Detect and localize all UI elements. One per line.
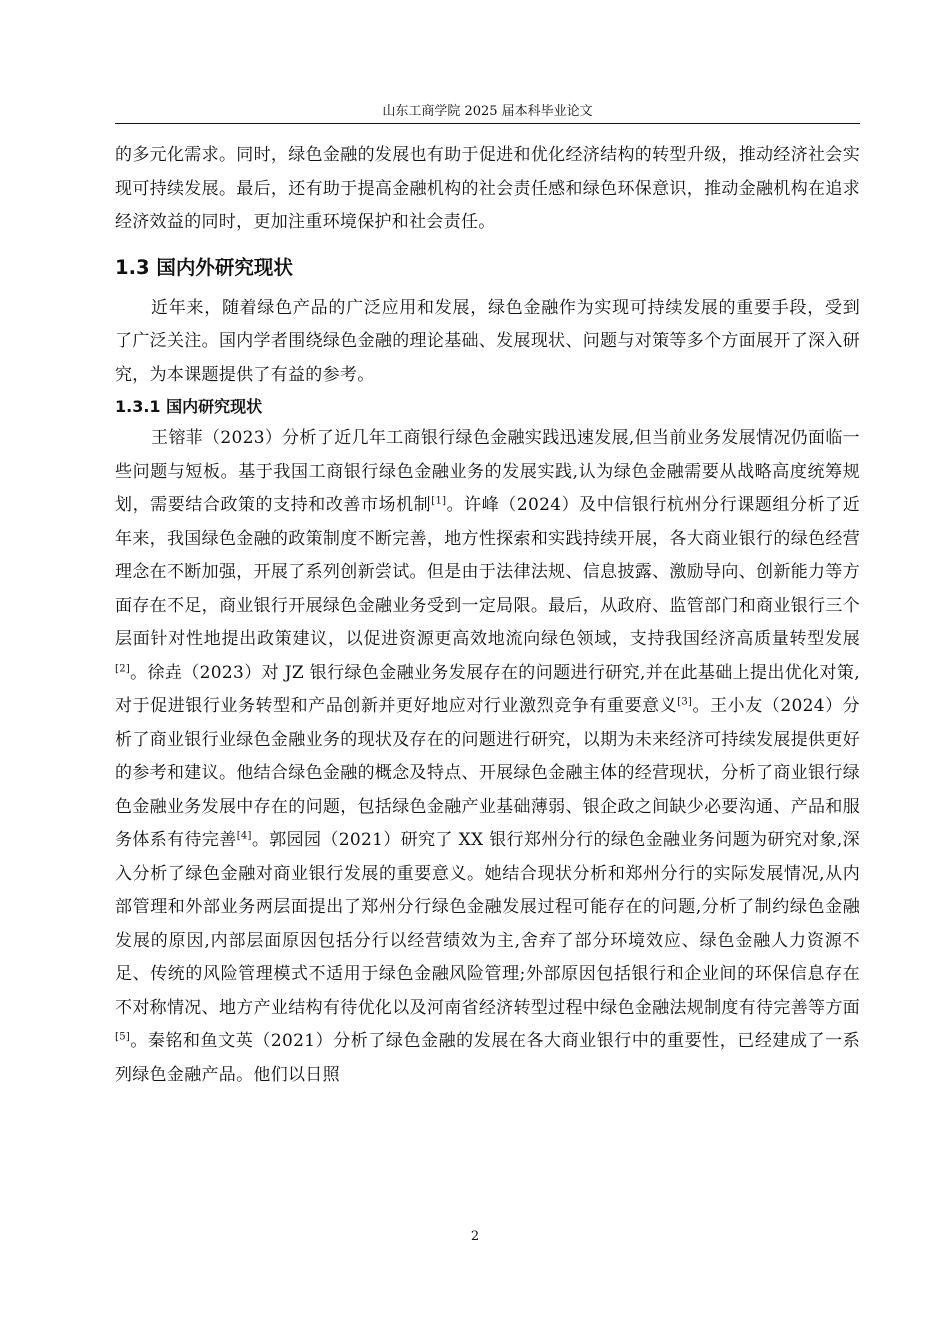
review-sentence-3: 。徐垚（2023）对 JZ 银行绿色金融业务发展存在的问题进行研究,并在此基础上提出优化对策,对于促进银行业务转型和产品创新并更好地应对行业激烈竞争有重要意义 [115,662,860,716]
page-body [115,139,860,1092]
review-sentence-4: 。王小友（2024）分析了商业银行业绿色金融业务的现状及存在的问题进行研究，以期为未来经济可持续发展提供更好的参考和建议。他结合绿色金融的概念及特点、开展绿色金融主体的经营现状，分析了商业银行绿色金融业务发展中存在的问题，包括绿色金融产业基础薄弱、银企政之间缺少必要沟通、产品和服务体系有待完善 [115,696,860,850]
page-number: 2 [470,1229,480,1244]
running-header: 山东工商学院 2025 届本科毕业论文 [382,104,593,119]
paragraph-intro: 近年来，随着绿色产品的广泛应用和发展，绿色金融作为实现可持续发展的重要手段，受到了广泛关注。国内学者围绕绿色金融的理论基础、发展现状、问题与对策等多个方面展开了深入研究，为本课题提供了有益的参考。 [115,297,860,385]
citation-1[interactable]: [1] [431,495,447,507]
section-heading-1-3: 1.3 国内外研究现状 [115,255,293,279]
citation-5[interactable]: [5] [115,1031,131,1043]
paragraph-domestic-review [115,422,860,1092]
review-sentence-5: 。郭园园（2021）研究了 XX 银行郑州分行的绿色金融业务问题为研究对象,深入分析了绿色金融对商业银行发展的重要意义。她结合现状分析和郑州分行的实际发展情况,从内部管理和外部业务两层面提出了郑州分行绿色金融发展过程可能存在的问题,分析了制约绿色金融发展的原因,内部层面原因包括分行以经营绩效为主,舍弃了部分环境效应、绿色金融人力资源不足、传统的风险管理模式不适用于绿色金融风险管理;外部原因包括银行和企业间的环保信息存在不对称情况、地方产业结构有待优化以及河南省经济转型过程中绿色金融法规制度有待完善等方面 [115,830,860,1018]
review-sentence-2: 。许峰（2024）及中信银行杭州分行课题组分析了近年来，我国绿色金融的政策制度不断完善，地方性探索和实践持续开展，各大商业银行的绿色经营理念在不断加强，开展了系列创新尝试。但是由于法律法规、信息披露、激励导向、创新能力等方面存在不足，商业银行开展绿色金融业务受到一定局限。最后，从政府、监管部门和商业银行三个层面针对性地提出政策建议，以促进资源更高效地流向绿色领域，支持我国经济高质量转型发展 [115,495,861,649]
header-rule [115,123,860,124]
review-sentence-1: 王镕菲（2023）分析了近几年工商银行绿色金融实践迅速发展,但当前业务发展情况仍面临一些问题与短板。基于我国工商银行绿色金融业务的发展实践,认为绿色金融需要从战略高度统筹规划，需要结合政策的支持和改善市场机制 [115,428,860,515]
citation-2[interactable]: [2] [115,662,131,674]
citation-4[interactable]: [4] [236,830,252,842]
review-sentence-6: 。秦铭和鱼文英（2021）分析了绿色金融的发展在各大商业银行中的重要性，已经建成了一系列绿色金融产品。他们以日照 [115,1031,860,1085]
citation-3[interactable]: [3] [677,696,693,708]
paragraph-continuation: 的多元化需求。同时，绿色金融的发展也有助于促进和优化经济结构的转型升级，推动经济社会实现可持续发展。最后，还有助于提高金融机构的社会责任感和绿色环保意识，推动金融机构在追求经济效益的同时，更加注重环境保护和社会责任。 [115,145,860,232]
subsection-heading-1-3-1: 1.3.1 国内研究现状 [115,397,263,416]
